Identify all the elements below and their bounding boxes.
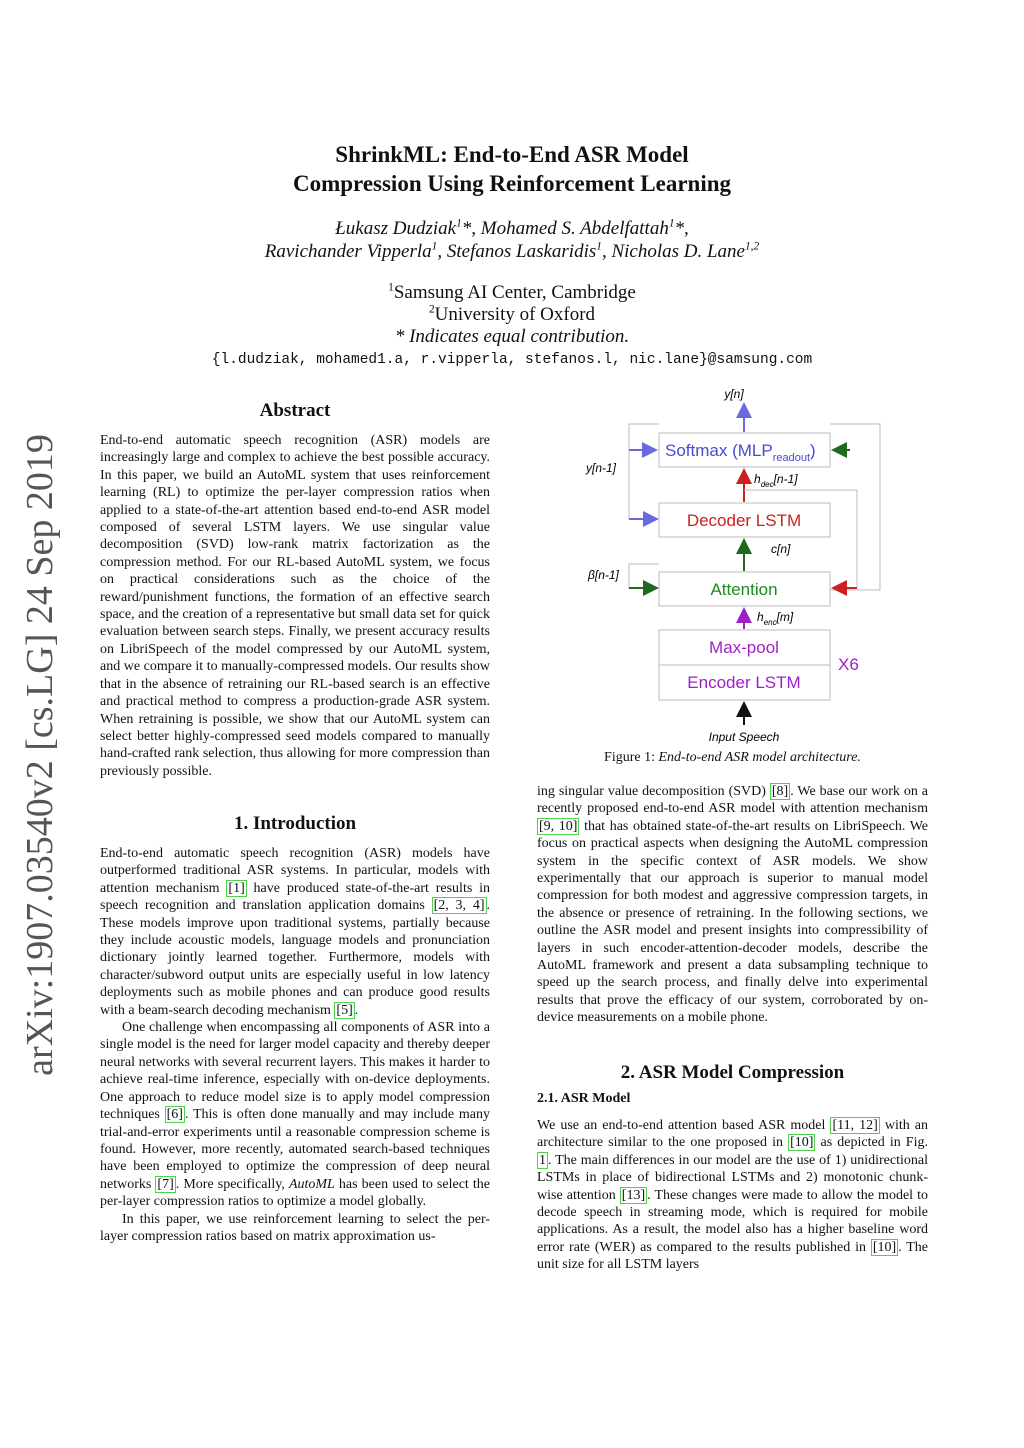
caption-text: End-to-end ASR model architecture. <box>658 750 861 765</box>
author-name: Ravichander Vipperla <box>264 241 432 262</box>
attention-label: Attention <box>710 580 778 599</box>
author-name: , Nicholas D. Lane <box>601 241 745 262</box>
introduction-heading: 1. Introduction <box>233 813 357 834</box>
text-run: have produced state-of-the-art results in speech recognition and translation application domains <box>100 880 490 914</box>
text-run: . These changes were made to allow the model to decode speech in streaming mode, which is required for mobile applications. As a result, the model also has a higher baseline word error rate (WER) as compared to the results published in <box>537 1187 929 1255</box>
abstract-heading: Abstract <box>259 400 331 421</box>
citation-link[interactable]: [2, 3, 4] <box>433 898 485 914</box>
text-run: has been used to select the per-layer compression ratios to optimize a model globally. <box>100 1176 490 1210</box>
author-list <box>0 217 1024 263</box>
affiliation-2 <box>0 304 1024 326</box>
h-enc-index: [m] <box>776 610 794 624</box>
introduction-section <box>100 813 490 1245</box>
text-run: . We base our work on a recently proposed end-to-end ASR model with attention mechanism <box>537 784 929 817</box>
softmax-text: Softmax (MLP <box>665 441 773 460</box>
equal-contribution-note: * Indicates equal contribution. <box>394 326 630 347</box>
h-dec-symbol: h <box>754 472 761 486</box>
text-run: . <box>354 1002 359 1018</box>
text-run: as depicted in Fig. <box>815 1135 928 1151</box>
softmax-close: ) <box>810 441 816 460</box>
h-dec-label <box>754 472 798 489</box>
right-column-intro <box>537 783 928 1027</box>
intro-paragraph-3: In this paper, we use reinforcement learning to select the per-layer compression ratios based on matrix approximation us- <box>100 1211 490 1244</box>
author-name: *, Mohamed S. Abdelfattah <box>461 218 669 239</box>
paper-title <box>0 140 1024 198</box>
citation-link[interactable]: [8] <box>771 784 789 799</box>
affil-sup: 1 <box>668 217 675 230</box>
affiliation-name: University of Oxford <box>434 304 596 325</box>
section-2-paragraph-1 <box>537 1117 928 1274</box>
text-run: End-to-end automatic speech recognition (ASR) models have outperformed traditional ASR systems. In particular, models with attention mechanism <box>100 846 490 896</box>
citation-link[interactable]: [10] <box>872 1239 897 1255</box>
arxiv-identifier: arXiv:1907.03540v2 [cs.LG] 24 Sep 2019 <box>19 434 61 1076</box>
citation-link[interactable]: [13] <box>621 1187 646 1203</box>
decoder-label: Decoder LSTM <box>686 511 802 530</box>
text-run: We use an end-to-end attention based ASR model <box>537 1118 831 1133</box>
subsection-2-1-heading: 2.1. ASR Model <box>537 1091 631 1106</box>
citation-link[interactable]: [7] <box>157 1176 174 1192</box>
figure-1-diagram <box>560 380 920 750</box>
affil-sup: 1 <box>596 240 602 253</box>
output-label: y[n] <box>724 387 744 401</box>
text-run: . The unit size for all LSTM layers <box>537 1239 928 1273</box>
affiliations <box>0 282 1024 348</box>
citation-link[interactable]: [9, 10] <box>539 818 578 834</box>
figure-link[interactable]: 1 <box>539 1152 546 1168</box>
arxiv-sidebar <box>10 434 70 1076</box>
text-run: . These models improve upon traditional systems, partially because they include acoustic models, language models and pronunciation dictionary jointly learned together. Furthermore, models with character/subword output units are especially useful in low latency deployments such as mobile phones and can produce good results with a beam-search decoding mechanism <box>100 898 490 1018</box>
affil-sup: 1 <box>456 217 462 230</box>
h-enc-label <box>757 610 794 627</box>
h-dec-subscript: dec <box>760 480 774 489</box>
author-line-2 <box>0 240 1024 263</box>
maxpool-label: Max-pool <box>709 638 779 657</box>
text-run: . More specifically, <box>175 1176 289 1192</box>
encoder-label: Encoder LSTM <box>687 673 801 692</box>
figure-1-caption <box>537 750 928 766</box>
h-dec-index: [n-1] <box>773 472 798 486</box>
intro-paragraph-2 <box>100 1019 490 1210</box>
citation-link[interactable]: [5] <box>336 1002 353 1018</box>
h-enc-symbol: h <box>757 610 764 624</box>
section-2-heading: 2. ASR Model Compression <box>620 1062 845 1083</box>
affil-sup: 2 <box>428 303 435 316</box>
text-run: ing singular value decomposition (SVD) <box>537 784 770 799</box>
title-line-1: ShrinkML: End-to-End ASR Model <box>335 142 689 167</box>
right-outer-line <box>830 424 880 590</box>
section-2 <box>537 1062 928 1274</box>
text-run: . The main differences in our model are the use of 1) unidirectional LSTMs in place of bidirectional LSTMs and 2) monotonic chunk-wise attention <box>537 1152 928 1203</box>
automl-term: AutoML <box>288 1176 335 1192</box>
author-name: , Stefanos Laskaridis <box>437 241 597 262</box>
text-run: One challenge when encompassing all components of ASR into a single model is the need for larger model capacity and thereby deeper neural networks with several recurrent layers. This makes it harder to achieve real-time inference, especially with on-device deployments. One approach to reduce model size is to apply model compression techniques <box>100 1020 490 1123</box>
abstract-section <box>100 400 490 780</box>
caption-label: Figure 1: <box>604 750 659 765</box>
context-label: c[n] <box>771 542 791 556</box>
abstract-text: End-to-end automatic speech recognition (ASR) models are increasingly large and complex to achieve the best possible accuracy. In this paper, we build an AutoML system that uses reinforcement learning (RL) to optimize the per-layer compression ratios when applied to a state-of-the-art attention based end-to-end ASR model composed of several LSTM layers. We use singular value decomposition (SVD) low-rank matrix factorization as the compression method. For our RL-based AutoML system, we focus on practical considerations such as the choice of the reward/punishment functions, the formation of an effective search space, and the creation of a representative but small data set for quick evaluation between search steps. Finally, we present accuracy results on LibriSpeech of the model compressed by our AutoML system, and we compare it to manually-compressed models. Our results show that in the absence of retraining our RL-based search is an effective and practical method to compress a production-grade ASR system. When retraining is possible, we show that our AutoML system can select better highly-compressed seed models compared to manually hand-crafted rank selection, thus allowing for more compression than previously possible. <box>100 433 490 779</box>
author-mark: *, <box>674 218 689 239</box>
citation-link[interactable]: [1] <box>228 880 245 896</box>
text-run: with an architecture similar to the one proposed in <box>537 1118 928 1151</box>
affil-sup: 1 <box>431 240 438 253</box>
intro-continuation <box>537 783 928 1027</box>
feedback-line <box>629 424 659 519</box>
affil-sup: 1,2 <box>744 240 760 253</box>
y-prev-label: y[n-1] <box>586 461 617 475</box>
repeat-count-label: X6 <box>838 655 859 674</box>
architecture-diagram <box>560 380 920 750</box>
citation-link[interactable]: [6] <box>166 1107 183 1123</box>
h-enc-subscript: enc <box>763 618 777 627</box>
citation-link[interactable]: [10] <box>790 1135 814 1151</box>
input-label: Input Speech <box>708 730 780 744</box>
intro-paragraph-1 <box>100 845 490 1019</box>
citation-link[interactable]: [11, 12] <box>832 1118 878 1133</box>
affiliation-name: Samsung AI Center, Cambridge <box>393 282 636 303</box>
title-line-2: Compression Using Reinforcement Learning <box>292 171 732 196</box>
text-run: . This is often done manually and may include many trial-and-error experiments until a reasonable compression scheme is found. However, more recently, automated search-based techniques have been employed to optimize the compression of deep neural networks <box>100 1107 490 1192</box>
author-name: Łukasz Dudziak <box>335 218 457 239</box>
text-run: that has obtained state-of-the-art results on LibriSpeech. We focus on practical aspects when designing the AutoML compression system in the specific context of ASR models. We show experimentally that our approach is superior to manual model compression for both modest and aggressive compression targets, in the absence or presence of retraining. In the following sections, we outline the ASR model and present insights into compressibility of layers in such encoder-attention-decoder models, describe the AutoML framework and present a data subsampling technique to speed up the search process, and finally delve into experimental results that prove the efficacy of our system, corroborated by on-device measurements on a mobile phone. <box>537 818 929 1026</box>
affil-sup: 1 <box>388 281 394 294</box>
author-line-1 <box>0 217 1024 240</box>
author-emails: {l.dudziak, mohamed1.a, r.vipperla, stefanos.l, nic.lane}@samsung.com <box>211 352 813 368</box>
softmax-subscript: readout <box>772 452 811 464</box>
affiliation-1 <box>0 282 1024 304</box>
beta-label: β[n-1] <box>588 568 619 582</box>
beta-feedback-line <box>629 564 659 588</box>
